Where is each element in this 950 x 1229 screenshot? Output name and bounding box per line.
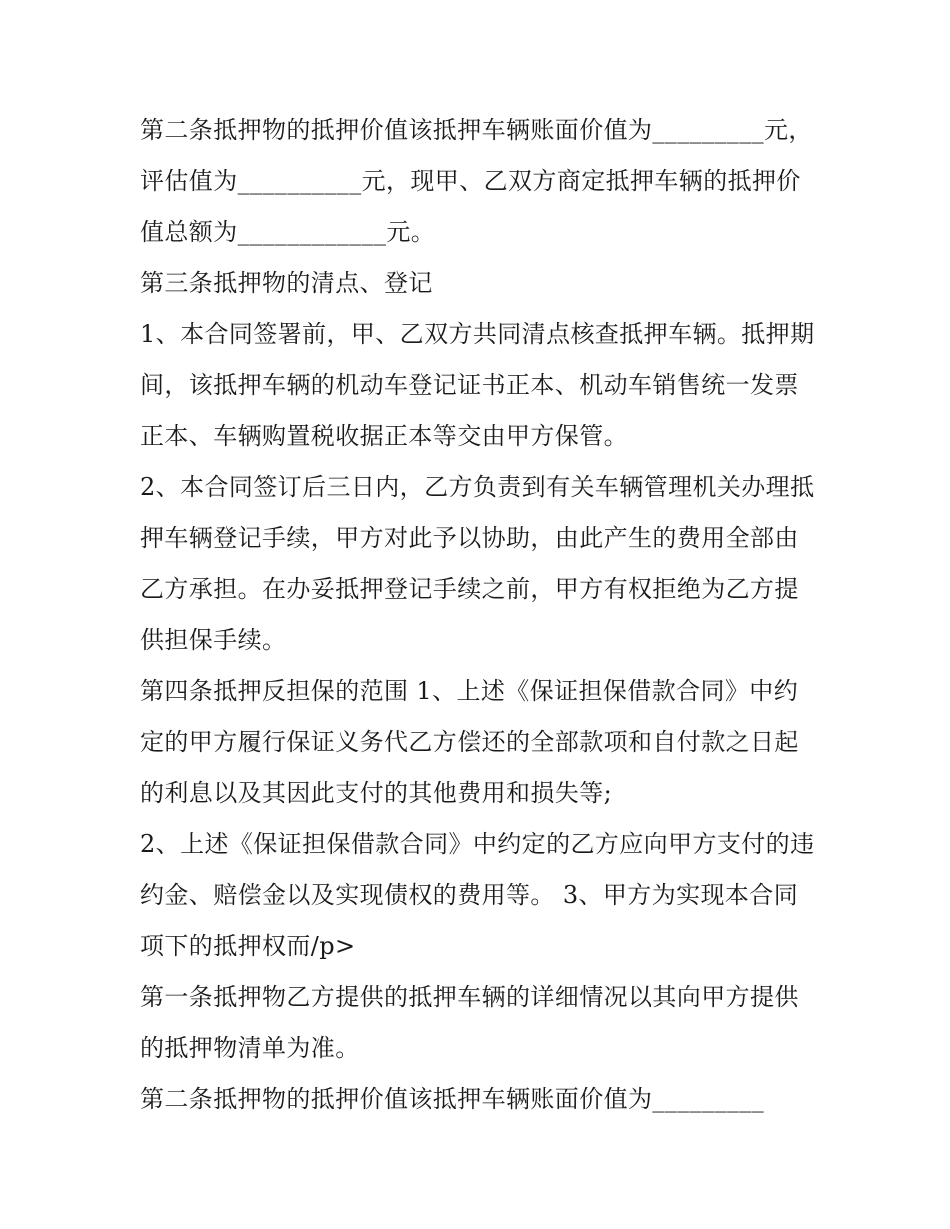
paragraph-clause-2-registration: 2、本合同签订后三日内，乙方负责到有关车辆管理机关办理抵押车辆登记手续，甲方对此予以协助，由此产生的费用全部由乙方承担。在办妥抵押登记手续之前，甲方有权拒绝为乙方提供担保手续。 bbox=[140, 473, 815, 654]
paragraph-article-2-value-repeat: 第二条抵押物的抵押价值该抵押车辆账面价值为_________ bbox=[140, 1085, 764, 1113]
paragraph-article-1-collateral: 第一条抵押物乙方提供的抵押车辆的详细情况以其向甲方提供的抵押物清单为准。 bbox=[140, 983, 799, 1062]
document-body bbox=[140, 105, 820, 1125]
paragraph-article-2-value: 第二条抵押物的抵押价值该抵押车辆账面价值为_________元，评估值为__________元，现甲、乙双方商定抵押车辆的抵押价值总额为____________元。 bbox=[140, 116, 813, 246]
paragraph-article-4-scope: 第四条抵押反担保的范围 1、上述《保证担保借款合同》中约定的甲方履行保证义务代乙方偿还的全部款项和自付款之日起的利息以及其因此支付的其他费用和损失等; bbox=[140, 677, 799, 807]
paragraph-clause-1-inventory: 1、本合同签署前，甲、乙双方共同清点核查抵押车辆。抵押期间，该抵押车辆的机动车登记证书正本、机动车销售统一发票正本、车辆购置税收据正本等交由甲方保管。 bbox=[140, 320, 815, 450]
paragraph-article-3-heading: 第三条抵押物的清点、登记 bbox=[140, 269, 433, 297]
paragraph-scope-item-2-3: 2、上述《保证担保借款合同》中约定的乙方应向甲方支付的违约金、赔偿金以及实现债权的费用等。 3、甲方为实现本合同项下的抵押权而/p> bbox=[140, 830, 815, 960]
